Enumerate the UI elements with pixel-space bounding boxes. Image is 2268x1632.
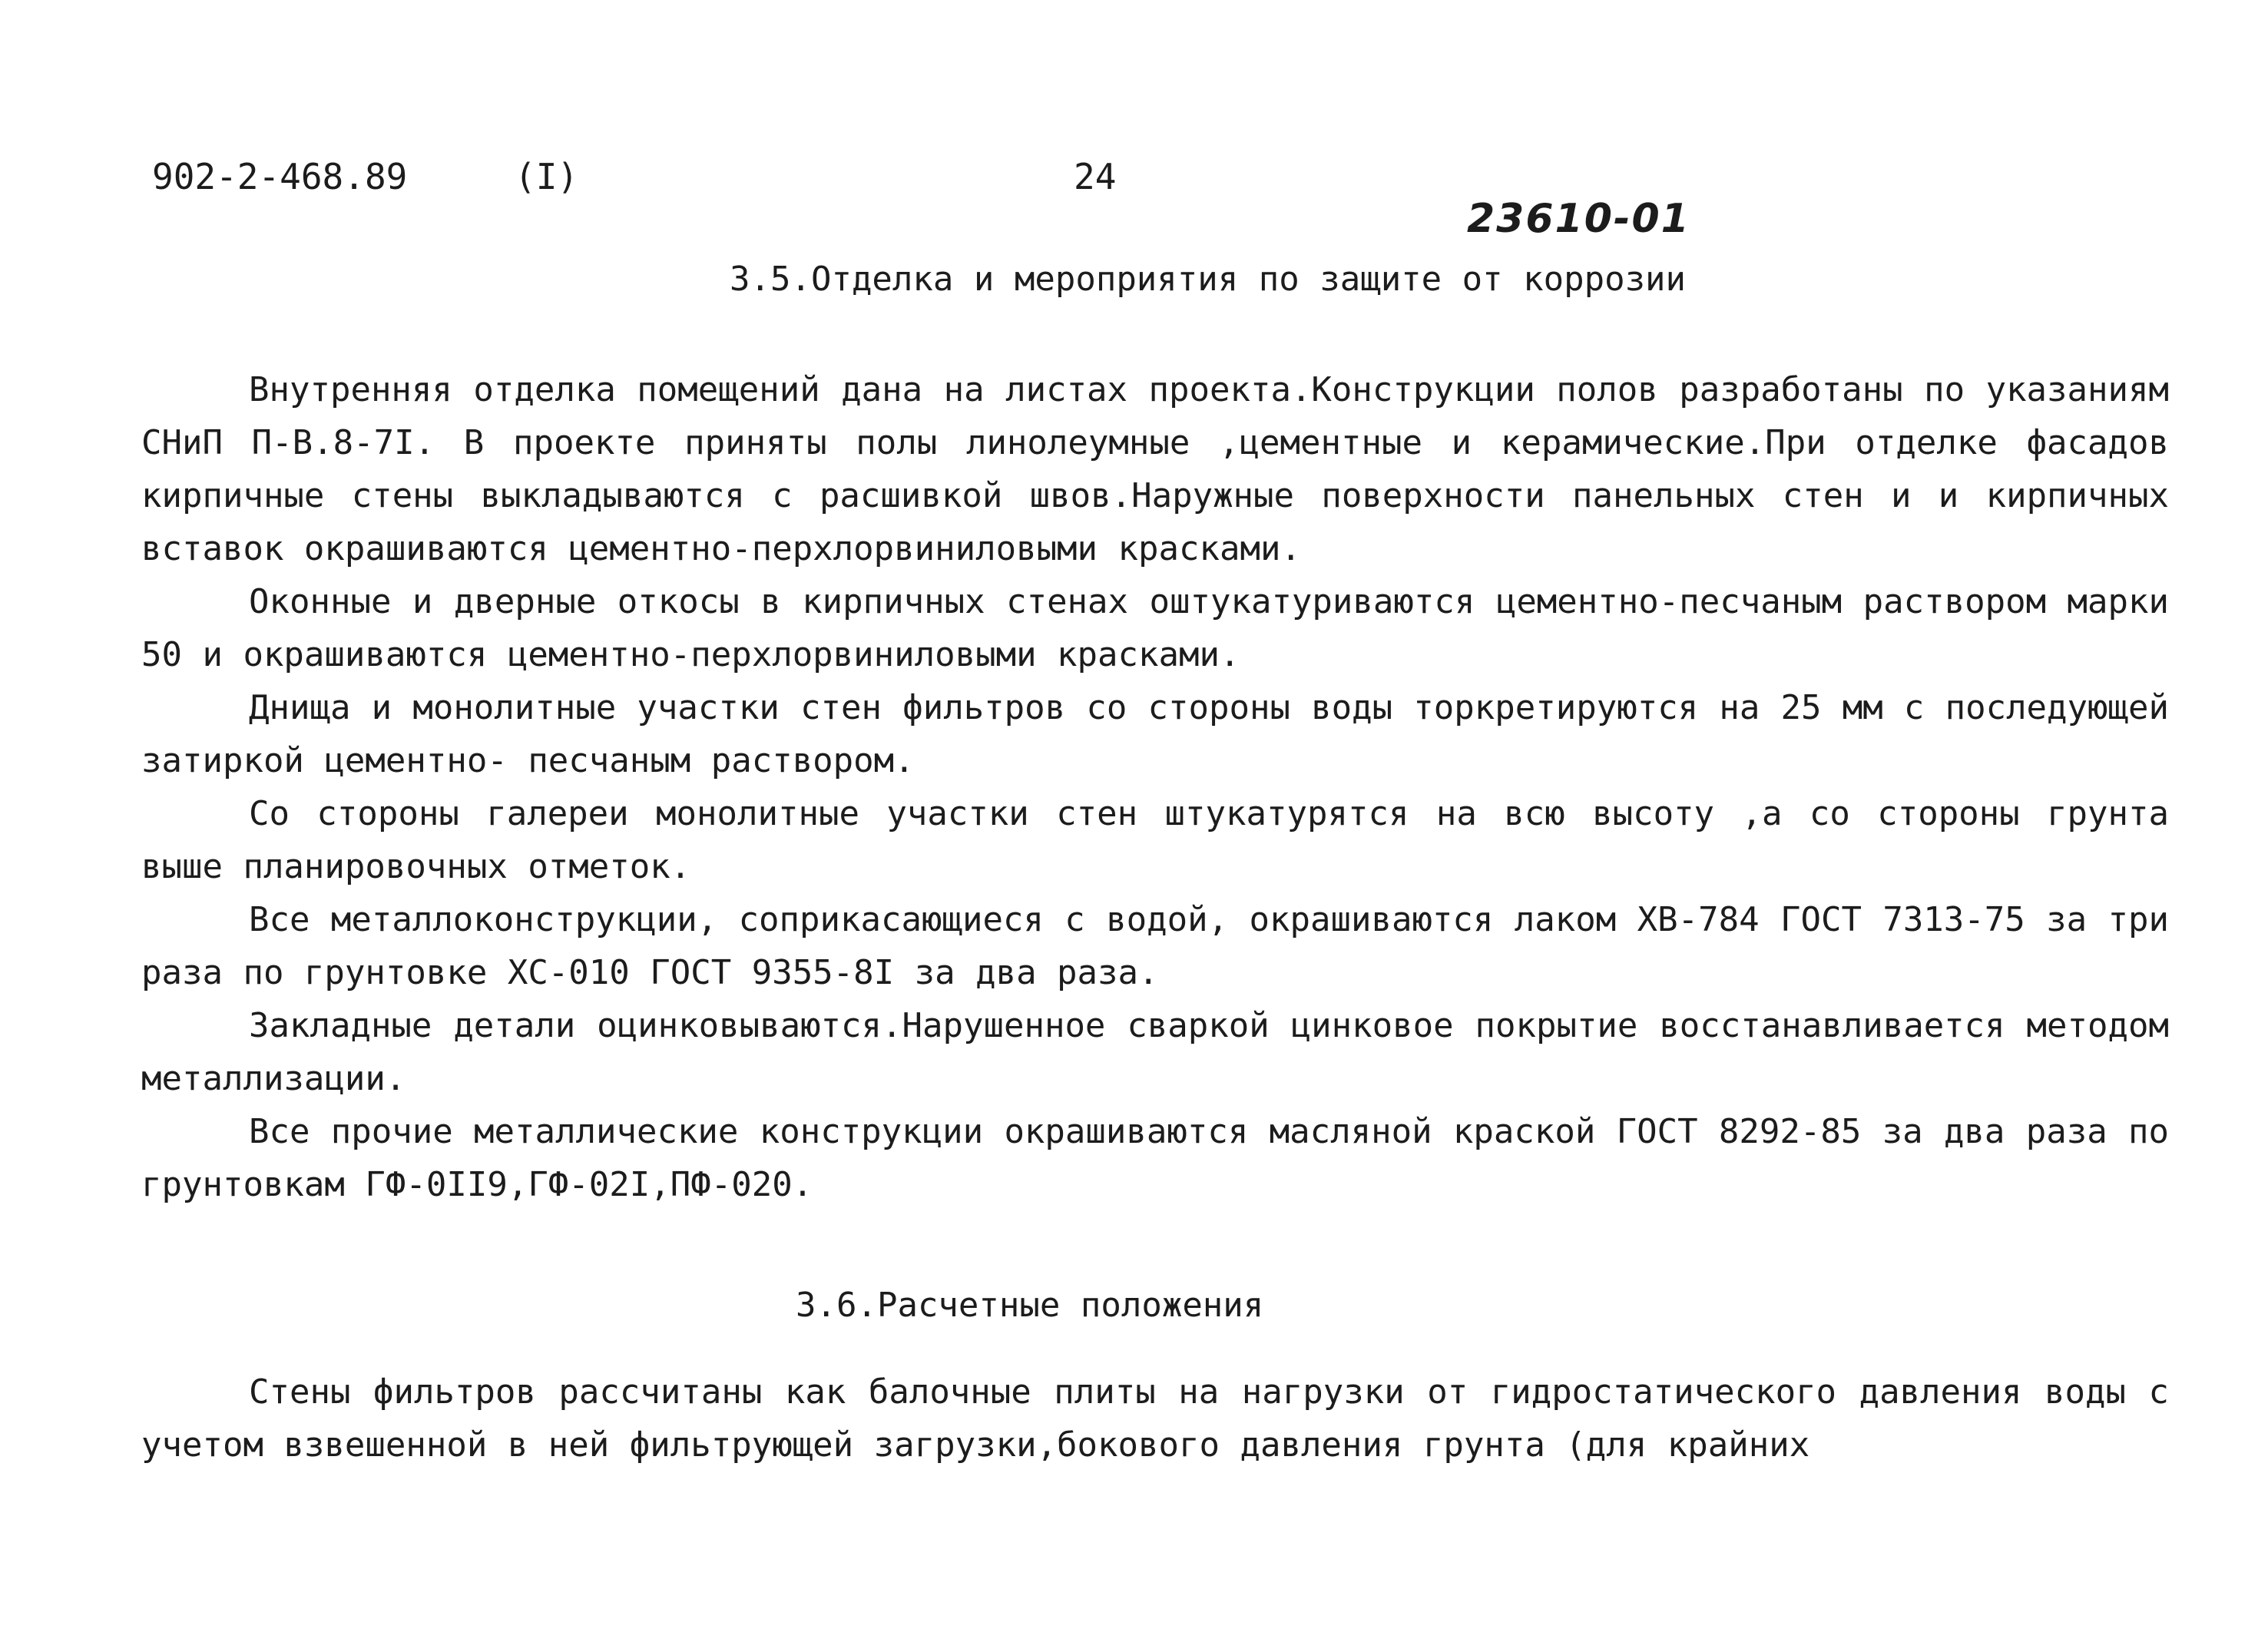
document-part: (I): [515, 156, 579, 197]
section-3-6-body: [141, 1366, 2169, 1471]
paragraph: Закладные детали оцинковываются.Нарушенное сваркой цинковое покрытие восстанавливается методом металлизации.: [141, 1006, 2169, 1098]
section-3-5-title: 3.5.Отделка и мероприятия по защите от коррозии: [730, 260, 1687, 299]
document-code: 902-2-468.89: [152, 156, 408, 197]
paragraph: Внутренняя отделка помещений дана на листах проекта.Конструкции полов разработаны по указаниям СНиП П-В.8-7I. В проекте приняты полы линолеумные ,цементные и керамические.При отделке фасадов кирпичные стены выкладываются с расшивкой швов.Наружные поверхности панельных стен и и кирпичных вставок окрашиваются цементно-перхлорвиниловыми красками.: [141, 370, 2169, 568]
paragraph: Стены фильтров рассчитаны как балочные плиты на нагрузки от гидростатического давления воды с учетом взвешенной в ней фильтрующей загрузки,бокового давления грунта (для крайних: [141, 1372, 2169, 1465]
paragraph: Со стороны галереи монолитные участки стен штукатурятся на всю высоту ,а со стороны грунта выше планировочных отметок.: [141, 794, 2169, 886]
paragraph: Все металлоконструкции, соприкасающиеся с водой, окрашиваются лаком ХВ-784 ГОСТ 7313-75 за три раза по грунтовке ХС-010 ГОСТ 9355-8I за два раза.: [141, 900, 2169, 992]
paragraph: Днища и монолитные участки стен фильтров со стороны воды торкретируются на 25 мм с последующей затиркой цементно- песчаным раствором.: [141, 688, 2169, 780]
section-3-6-title: 3.6.Расчетные положения: [796, 1286, 1264, 1325]
page-number: 24: [1074, 156, 1117, 197]
paragraph: Все прочие металлические конструкции окрашиваются масляной краской ГОСТ 8292-85 за два раза по грунтовкам ГФ-0II9,ГФ-02I,ПФ-020.: [141, 1112, 2169, 1204]
section-3-5-body: [141, 363, 2169, 1211]
inventory-number: 23610-01: [1467, 196, 1690, 242]
paragraph: Оконные и дверные откосы в кирпичных стенах оштукатуриваются цементно-песчаным раствором марки 50 и окрашиваются цементно-перхлорвиниловыми красками.: [141, 582, 2169, 674]
